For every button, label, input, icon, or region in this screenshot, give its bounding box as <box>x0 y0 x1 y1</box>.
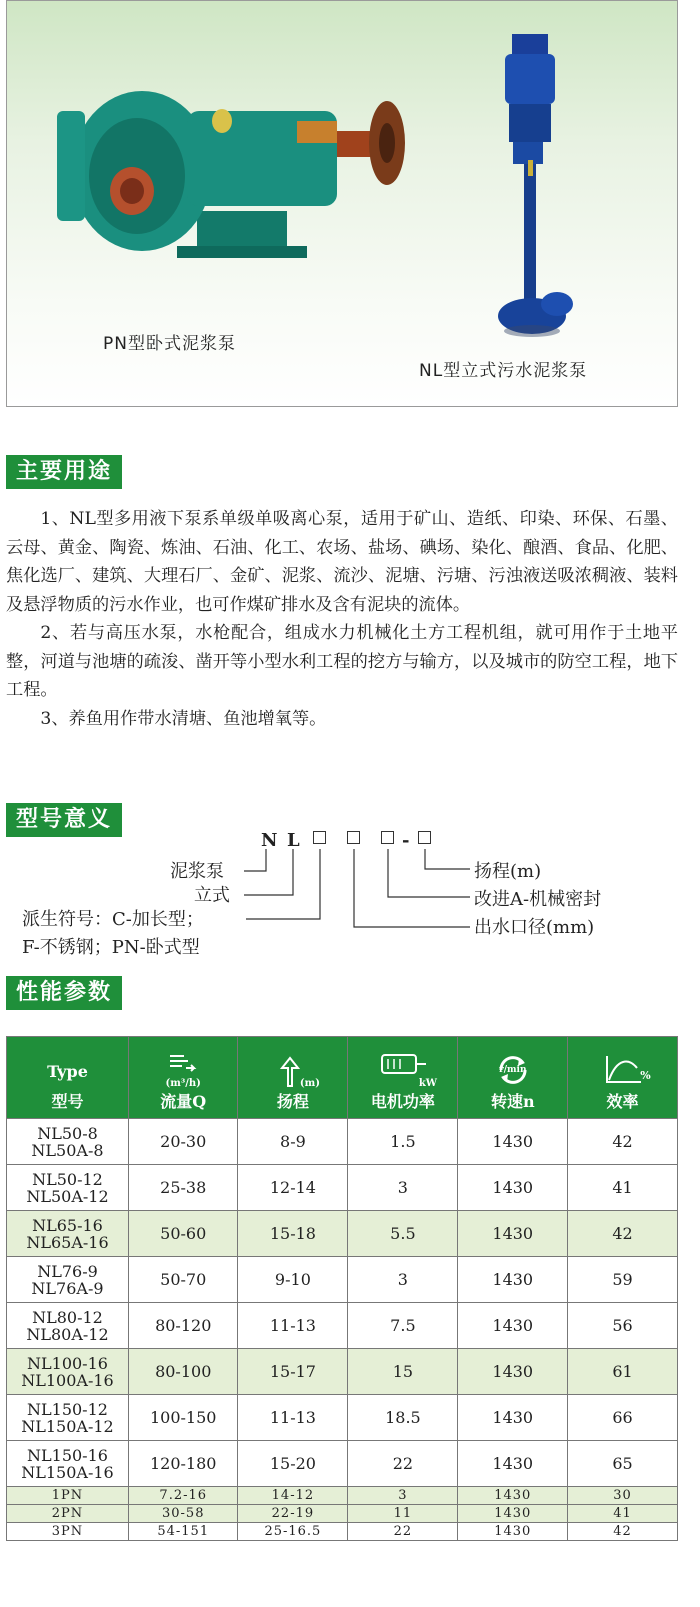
header-flow-label: 流量Q <box>160 1092 207 1111</box>
head-cell: 12-14 <box>238 1165 348 1211</box>
section-title-model: 型号意义 <box>6 803 122 837</box>
model-cell <box>7 1303 129 1349</box>
table-row <box>7 1165 678 1211</box>
efficiency-cell: 42 <box>568 1211 678 1257</box>
model-cell <box>7 1441 129 1487</box>
head-cell: 14-12 <box>238 1487 348 1505</box>
header-speed-label: 转速n <box>490 1092 535 1111</box>
usage-paragraph-2: 2、若与高压水泵，水枪配合，组成水力机械化土方工程机组，就可用作于土地平整，河道与池塘的疏浚、凿开等小型水利工程的挖方与输方，以及城市的防空工程，地下工程。 <box>6 623 678 700</box>
power-cell: 5.5 <box>348 1211 458 1257</box>
power-cell: 11 <box>348 1505 458 1523</box>
efficiency-cell: 41 <box>568 1505 678 1523</box>
model-label-vertical: 立式 <box>194 885 230 906</box>
speed-cell: 1430 <box>458 1119 568 1165</box>
flow-cell: 25-38 <box>128 1165 237 1211</box>
nl-pump-caption: NL型立式污水泥浆泵 <box>419 361 588 381</box>
header-efficiency-unit: % <box>640 1069 651 1082</box>
model-name: NL80-12 <box>32 1307 103 1327</box>
section-title-usage: 主要用途 <box>6 455 122 489</box>
pn-pump-caption: PN型卧式泥浆泵 <box>103 334 236 354</box>
motor-icon <box>378 1052 428 1078</box>
power-cell: 22 <box>348 1441 458 1487</box>
head-cell: 11-13 <box>238 1395 348 1441</box>
speed-cell: 1430 <box>458 1395 568 1441</box>
flow-cell: 80-120 <box>128 1303 237 1349</box>
efficiency-cell: 65 <box>568 1441 678 1487</box>
power-cell: 7.5 <box>348 1303 458 1349</box>
table-row <box>7 1303 678 1349</box>
table-row <box>7 1487 678 1505</box>
usage-paragraph-1: 1、NL型多用液下泵系单级单吸离心泵，适用于矿山、造纸、印染、环保、石墨、云母、黄金、陶瓷、炼油、石油、化工、农场、盐场、碘场、染化、酿酒、食品、化肥、焦化选厂、建筑、大理石厂、金矿、泥浆、流沙、泥塘、污塘、污浊液送吸浓稠液、装料及悬浮物质的污水作业，也可作煤矿排水及含有泥块的流体。 <box>6 509 678 615</box>
speed-cell: 1430 <box>458 1523 568 1541</box>
model-name: NL150-16 <box>27 1445 108 1465</box>
model-name: NL150-12 <box>27 1399 108 1419</box>
head-cell: 11-13 <box>238 1303 348 1349</box>
table-row <box>7 1119 678 1165</box>
model-name-variant: NL65A-16 <box>26 1232 109 1252</box>
efficiency-cell: 30 <box>568 1487 678 1505</box>
model-name-variant: NL100A-16 <box>21 1370 114 1390</box>
head-cell: 9-10 <box>238 1257 348 1303</box>
flow-cell: 30-58 <box>128 1505 237 1523</box>
header-type-en: Type <box>47 1062 88 1081</box>
model-cell <box>7 1257 129 1303</box>
power-cell: 1.5 <box>348 1119 458 1165</box>
speed-cell: 1430 <box>458 1303 568 1349</box>
model-cell: 1PN <box>7 1487 129 1505</box>
header-power-unit: kW <box>418 1078 437 1089</box>
table-row <box>7 1523 678 1541</box>
model-cell <box>7 1395 129 1441</box>
head-cell: 25-16.5 <box>238 1523 348 1541</box>
power-cell: 22 <box>348 1523 458 1541</box>
model-cell <box>7 1165 129 1211</box>
model-name: NL50-8 <box>37 1123 98 1143</box>
model-cell <box>7 1349 129 1395</box>
header-speed <box>458 1037 568 1119</box>
flow-cell: 20-30 <box>128 1119 237 1165</box>
table-row <box>7 1211 678 1257</box>
model-cell: 3PN <box>7 1523 129 1541</box>
model-name: NL65-16 <box>32 1215 103 1235</box>
header-head-unit: (m) <box>299 1078 320 1089</box>
header-efficiency-label: 效率 <box>606 1092 639 1111</box>
flow-cell: 80-100 <box>128 1349 237 1395</box>
speed-cell: 1430 <box>458 1487 568 1505</box>
header-flow <box>128 1037 237 1119</box>
table-header-row <box>7 1037 678 1119</box>
header-efficiency <box>568 1037 678 1119</box>
efficiency-cell: 41 <box>568 1165 678 1211</box>
table-row <box>7 1349 678 1395</box>
efficiency-cell: 56 <box>568 1303 678 1349</box>
model-label-derivative-2: F-不锈钢；PN-卧式型 <box>22 937 200 958</box>
flow-cell: 7.2-16 <box>128 1487 237 1505</box>
header-speed-unit: r/min <box>499 1065 527 1075</box>
model-code-n: N <box>261 830 278 851</box>
performance-table <box>6 1036 678 1541</box>
efficiency-cell: 42 <box>568 1119 678 1165</box>
speed-cell: 1430 <box>458 1349 568 1395</box>
flow-cell: 50-60 <box>128 1211 237 1257</box>
efficiency-cell: 42 <box>568 1523 678 1541</box>
table-row <box>7 1395 678 1441</box>
model-name-variant: NL50A-8 <box>31 1140 104 1160</box>
model-label-head: 扬程(m) <box>474 861 542 882</box>
model-code-dash: - <box>402 830 410 851</box>
efficiency-cell: 59 <box>568 1257 678 1303</box>
power-cell: 3 <box>348 1165 458 1211</box>
table-row <box>7 1505 678 1523</box>
head-cell: 8-9 <box>238 1119 348 1165</box>
model-name-variant: NL150A-12 <box>21 1416 114 1436</box>
power-cell: 3 <box>348 1487 458 1505</box>
table-row <box>7 1257 678 1303</box>
model-label-outlet: 出水口径(mm) <box>474 917 595 938</box>
efficiency-cell: 66 <box>568 1395 678 1441</box>
table-row <box>7 1441 678 1487</box>
model-name: NL100-16 <box>27 1353 108 1373</box>
flow-cell: 120-180 <box>128 1441 237 1487</box>
speed-cell: 1430 <box>458 1165 568 1211</box>
header-power <box>348 1037 458 1119</box>
head-cell: 15-17 <box>238 1349 348 1395</box>
model-name-variant: NL50A-12 <box>26 1186 109 1206</box>
flow-cell: 50-70 <box>128 1257 237 1303</box>
section-title-performance: 性能参数 <box>6 976 122 1010</box>
head-cell: 15-20 <box>238 1441 348 1487</box>
usage-paragraph-3: 3、养鱼用作带水清塘、鱼池增氧等。 <box>40 708 327 729</box>
model-cell <box>7 1211 129 1257</box>
header-head-label: 扬程 <box>276 1092 309 1111</box>
speed-cell: 1430 <box>458 1441 568 1487</box>
speed-cell: 1430 <box>458 1505 568 1523</box>
header-type <box>7 1037 129 1119</box>
head-cell: 15-18 <box>238 1211 348 1257</box>
power-cell: 18.5 <box>348 1395 458 1441</box>
model-label-slurry-pump: 泥浆泵 <box>170 861 224 882</box>
model-label-derivative: 派生符号：C-加长型； <box>22 909 204 930</box>
flow-cell: 54-151 <box>128 1523 237 1541</box>
speed-cell: 1430 <box>458 1211 568 1257</box>
flow-cell: 100-150 <box>128 1395 237 1441</box>
power-cell: 3 <box>348 1257 458 1303</box>
model-label-improvement: 改进A-机械密封 <box>474 889 602 910</box>
model-name-variant: NL80A-12 <box>26 1324 109 1344</box>
model-name: NL50-12 <box>32 1169 103 1189</box>
model-cell <box>7 1119 129 1165</box>
efficiency-cell: 61 <box>568 1349 678 1395</box>
header-flow-unit: (m³/h) <box>165 1078 201 1089</box>
model-cell: 2PN <box>7 1505 129 1523</box>
speed-cell: 1430 <box>458 1257 568 1303</box>
header-head <box>238 1037 348 1119</box>
header-type-cn: 型号 <box>51 1092 84 1111</box>
power-cell: 15 <box>348 1349 458 1395</box>
flow-icon <box>166 1052 200 1074</box>
head-cell: 22-19 <box>238 1505 348 1523</box>
model-code-l: L <box>287 830 300 851</box>
model-name-variant: NL76A-9 <box>31 1278 104 1298</box>
model-name-variant: NL150A-16 <box>21 1462 114 1482</box>
header-power-label: 电机功率 <box>370 1092 435 1111</box>
model-name: NL76-9 <box>37 1261 98 1281</box>
